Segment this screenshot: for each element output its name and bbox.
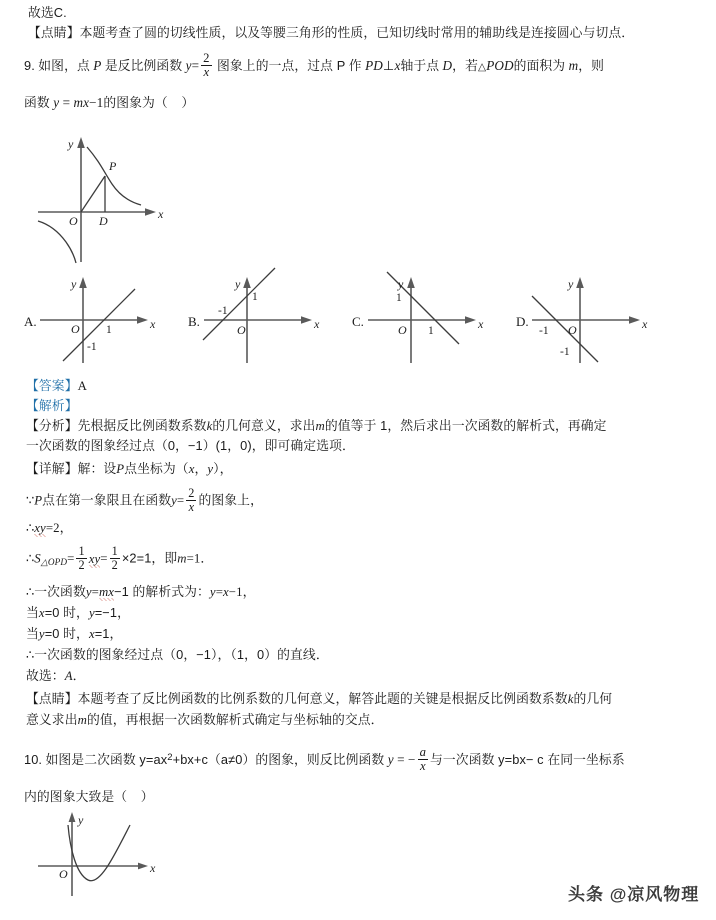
step3-f1-den: 2 xyxy=(78,557,85,572)
question9-stem-line1 xyxy=(24,52,604,79)
step8-text-a: 故选： xyxy=(26,668,65,683)
xiangjie-comma: ， xyxy=(194,461,208,476)
step1-text-b: 的图象上， xyxy=(198,492,263,508)
option-a-y-label: y xyxy=(71,277,77,291)
option-c-x-label: x xyxy=(478,317,484,331)
xiangjie-text-c: ）， xyxy=(213,461,233,476)
step4-line xyxy=(26,583,256,601)
step7-therefore-sym: ∴ xyxy=(26,647,35,662)
step1-because-sym: ∵ xyxy=(26,492,35,508)
fenxi-var-m: m xyxy=(315,419,325,433)
analysis-label-line xyxy=(26,397,78,415)
xiangjie-var-P: P xyxy=(116,462,125,476)
step6-text-b: =0 时， xyxy=(44,626,89,641)
q10-text-b: +bx+c（a≠0）的图象，则反比例函数 xyxy=(172,751,385,767)
fig10-origin-label: O xyxy=(59,867,68,881)
step3-var-m: m xyxy=(177,551,187,566)
option-c-origin-label: O xyxy=(398,323,407,337)
question9-figure xyxy=(38,124,188,264)
q10-text-c2: − c 在同一坐标系 xyxy=(525,751,625,767)
step4-therefore-sym: ∴ xyxy=(26,584,35,599)
option-b-y-label: y xyxy=(235,277,241,291)
step5-var-y: y xyxy=(88,606,95,620)
step5-line xyxy=(26,604,130,622)
step1-fraction-2-over-x xyxy=(186,487,196,513)
q9-pod: POD xyxy=(486,57,514,73)
step6-var-y: y xyxy=(38,627,45,641)
question9-stem-line2 xyxy=(24,94,194,112)
step4-text-a: 一次函数 xyxy=(34,584,86,599)
option-b-x-label: x xyxy=(314,317,320,331)
fig10-x-label: x xyxy=(150,861,156,875)
q9-var-x: x xyxy=(394,57,401,73)
step2-rest: =2， xyxy=(45,521,73,535)
q10-line2-end: ） xyxy=(140,789,154,804)
step8-answer: A xyxy=(64,669,73,683)
fenxi-text-c: 的值等于 1，然后求出一次函数的解析式，再确定 xyxy=(324,418,607,433)
option-b-graph[interactable] xyxy=(204,268,334,363)
option-b-origin-label: O xyxy=(237,323,246,337)
step3-var-S: S xyxy=(34,551,41,566)
q10-frac-den: x xyxy=(418,759,428,773)
q9-line2-mx: mx xyxy=(73,95,90,110)
option-c-tick-x: 1 xyxy=(428,325,434,337)
fenxi-line2 xyxy=(26,437,355,455)
step6-text-a: 当 xyxy=(26,626,39,641)
step3-line xyxy=(26,545,213,571)
prev-choice-line xyxy=(28,4,67,22)
question10-figure xyxy=(38,808,178,908)
question9-number: 9. xyxy=(24,57,35,73)
q10-text-a: 如图是二次函数 y=ax xyxy=(45,751,168,767)
q10-text-c: 与一次函数 y=bx xyxy=(430,751,526,767)
step3-therefore-sym: ∴ xyxy=(26,550,35,566)
answer-value: A xyxy=(77,379,87,393)
step8-text-b: ． xyxy=(72,668,86,683)
option-c-graph[interactable] xyxy=(368,268,498,363)
q9-triangle-sym: △ xyxy=(477,61,487,73)
step3-f2-den: 2 xyxy=(111,557,118,572)
step1-var-y: y xyxy=(171,493,177,508)
option-c-tick-y: 1 xyxy=(396,292,402,304)
option-c-key: C. xyxy=(352,314,364,329)
step2-therefore-sym: ∴ xyxy=(26,520,35,535)
step4-var-x2: x xyxy=(223,585,229,599)
step5-text-b: =0 时， xyxy=(44,605,89,620)
tip9-text-d: 的值，再根据一次函数解析式确定与坐标轴的交点． xyxy=(86,712,384,727)
q9-text-d: 轴于点 xyxy=(400,57,440,73)
question10-stem-line2 xyxy=(24,788,154,806)
step3-subscript: △OPD xyxy=(40,557,68,568)
option-d-svg xyxy=(532,268,672,363)
step3-fraction-1-over-2-b xyxy=(110,545,120,571)
fig9-D-label: D xyxy=(99,214,108,228)
question10-stem-line1 xyxy=(24,746,625,773)
step8-line xyxy=(26,667,86,685)
answer-line xyxy=(26,377,87,395)
q9-text-f: 的面积为 xyxy=(513,57,566,73)
step2-var-xy: xy xyxy=(34,521,46,535)
step4-var-mx: mx xyxy=(98,585,115,599)
q9-pd: PD xyxy=(365,57,383,73)
tip9-var-m: m xyxy=(77,713,87,727)
parabola-svg xyxy=(38,808,178,908)
hyperbola-triangle-svg xyxy=(38,124,188,264)
step6-text-c: =1， xyxy=(94,626,123,641)
watermark: 头条 @凉风物理 xyxy=(568,885,700,904)
q9-var-P: P xyxy=(93,57,102,73)
step6-line xyxy=(26,625,122,643)
q9-text-g: ，则 xyxy=(578,57,605,73)
tip9-line1 xyxy=(26,690,612,708)
step3-eq1: = xyxy=(67,551,75,566)
prev-tip-line xyxy=(28,24,634,42)
q9-line2-b: 的图象为（ xyxy=(103,95,168,110)
tip9-text-b: 的几何 xyxy=(573,691,613,706)
option-a-tick-y: -1 xyxy=(87,341,97,353)
step1-line xyxy=(26,487,263,513)
fenxi-text-a: 先根据反比例函数系数 xyxy=(77,418,207,433)
tip9-text-a: 本题考查了反比例函数的比例系数的几何意义，解答此题的关键是根据反比例函数系数 xyxy=(77,691,568,706)
option-a-svg xyxy=(40,268,170,363)
option-a-origin-label: O xyxy=(71,322,80,336)
step3-f1-num: 1 xyxy=(78,544,85,558)
step3-end: =1． xyxy=(186,551,214,566)
fig9-origin-label: O xyxy=(69,214,78,228)
fig10-y-label: y xyxy=(78,813,84,827)
step5-var-x: x xyxy=(38,606,45,620)
q9-line2-eq: = xyxy=(62,95,71,110)
q9-frac-den: x xyxy=(201,65,211,79)
q9-formula-y: y xyxy=(185,57,192,73)
fenxi-line1 xyxy=(26,417,607,435)
option-d-tick-x: -1 xyxy=(539,325,549,337)
option-c-y-label: y xyxy=(398,277,404,291)
step3-eq2: = xyxy=(100,551,108,566)
step1-frac-num: 2 xyxy=(188,486,195,500)
q9-fraction-2-over-x xyxy=(201,52,211,79)
option-a-graph[interactable] xyxy=(40,268,170,363)
tip9-label: 【点睛】 xyxy=(26,691,78,706)
option-d-y-label: y xyxy=(568,277,574,291)
xiangjie-line1 xyxy=(26,460,233,478)
option-b-tick-x: -1 xyxy=(218,305,228,317)
xiangjie-var-y: y xyxy=(207,462,214,476)
step3-fraction-1-over-2-a xyxy=(76,545,86,571)
step2-line xyxy=(26,519,73,537)
step7-text: 一次函数的图象经过点（0，−1），（1，0）的直线． xyxy=(34,647,329,662)
fig9-P-label: P xyxy=(109,159,117,173)
step3-f2-num: 1 xyxy=(111,544,118,558)
option-d-origin-label: O xyxy=(568,323,577,337)
step3-times-text: ×2=1，即 xyxy=(121,550,178,566)
q10-sup-2: 2 xyxy=(167,751,173,763)
option-c-svg xyxy=(368,268,498,363)
xiangjie-var-x: x xyxy=(188,462,195,476)
step1-var-P: P xyxy=(34,493,43,508)
step4-text-d: −1， xyxy=(228,585,256,599)
step1-text-a: 点在第一象限且在函数 xyxy=(42,492,172,508)
q10-formula-y: y xyxy=(387,751,394,767)
q9-var-D: D xyxy=(442,57,453,73)
prev-tip-text: 本题考查了圆的切线性质，以及等腰三角形的性质，已知切线时常用的辅助线是连接圆心与切点． xyxy=(79,25,635,40)
xiangjie-text-a: 解：设 xyxy=(77,461,117,476)
question10-number: 10. xyxy=(24,751,43,767)
xiangjie-label: 【详解】 xyxy=(26,461,78,476)
fenxi-label: 【分析】 xyxy=(26,418,78,433)
fig9-x-label: x xyxy=(158,207,164,221)
option-b-tick-y: 1 xyxy=(252,291,258,303)
q10-frac-num: a xyxy=(419,745,427,759)
fenxi-var-k: k xyxy=(206,419,213,433)
q10-formula-eq: = − xyxy=(397,751,416,767)
fenxi-text-line2: 一次函数的图象经过点（0，−1）(1，0)，即可确定选项． xyxy=(26,438,355,453)
step7-line xyxy=(26,646,329,664)
option-b-svg xyxy=(204,268,334,363)
q9-line2-y: y xyxy=(53,95,60,110)
option-a-x-label: x xyxy=(150,317,156,331)
option-d-graph[interactable] xyxy=(532,268,672,363)
q9-perp: ⊥ xyxy=(382,57,395,73)
fig9-y-label: y xyxy=(68,137,74,151)
step4-var-y: y xyxy=(85,585,92,599)
step4-eq: = xyxy=(91,585,99,599)
analysis-label: 【解析】 xyxy=(26,398,78,413)
tip9-text-c: 意义求出 xyxy=(26,712,78,727)
step3-var-xy: xy xyxy=(88,551,101,566)
q9-frac-num: 2 xyxy=(203,51,210,65)
option-a-key: A. xyxy=(24,314,37,329)
prev-choice-text: 故选C. xyxy=(28,5,67,20)
step4-eq2: = xyxy=(215,585,224,599)
tip9-line2 xyxy=(26,711,384,729)
option-d-tick-y: -1 xyxy=(560,346,570,358)
option-a-tick-x: 1 xyxy=(106,324,112,336)
q10-fraction-a-over-x xyxy=(418,746,428,773)
q9-line2-minus1: −1 xyxy=(89,95,104,110)
option-d-x-label: x xyxy=(642,317,648,331)
q9-text-b: 是反比例函数 xyxy=(104,57,183,73)
step5-text-a: 当 xyxy=(26,605,39,620)
q9-line2-a: 函数 xyxy=(24,95,50,110)
step1-frac-den: x xyxy=(186,500,196,514)
step4-var-y2: y xyxy=(209,585,216,599)
q9-text-a: 如图，点 xyxy=(38,57,90,73)
q9-line2-c: ） xyxy=(181,95,195,110)
option-b-key: B. xyxy=(188,314,200,329)
prev-tip-label: 【点睛】 xyxy=(28,25,80,40)
option-d-key: D. xyxy=(516,314,529,329)
q9-text-c: 图象上的一点，过点 P 作 xyxy=(217,57,362,73)
answer-label: 【答案】 xyxy=(26,378,78,393)
step6-var-x: x xyxy=(88,627,95,641)
fenxi-text-b: 的几何意义，求出 xyxy=(212,418,316,433)
q9-formula-eq: = xyxy=(191,57,200,73)
tip9-var-k: k xyxy=(567,692,574,706)
step1-eq: = xyxy=(176,493,185,508)
q9-text-e: ，若 xyxy=(452,57,478,73)
xiangjie-text-b: 点坐标为（ xyxy=(124,461,189,476)
q9-var-m: m xyxy=(568,57,579,73)
step5-text-c: =−1， xyxy=(94,605,130,620)
step4-text-b: −1 的解析式为： xyxy=(114,584,210,599)
q10-line2: 内的图象大致是（ xyxy=(24,789,128,804)
